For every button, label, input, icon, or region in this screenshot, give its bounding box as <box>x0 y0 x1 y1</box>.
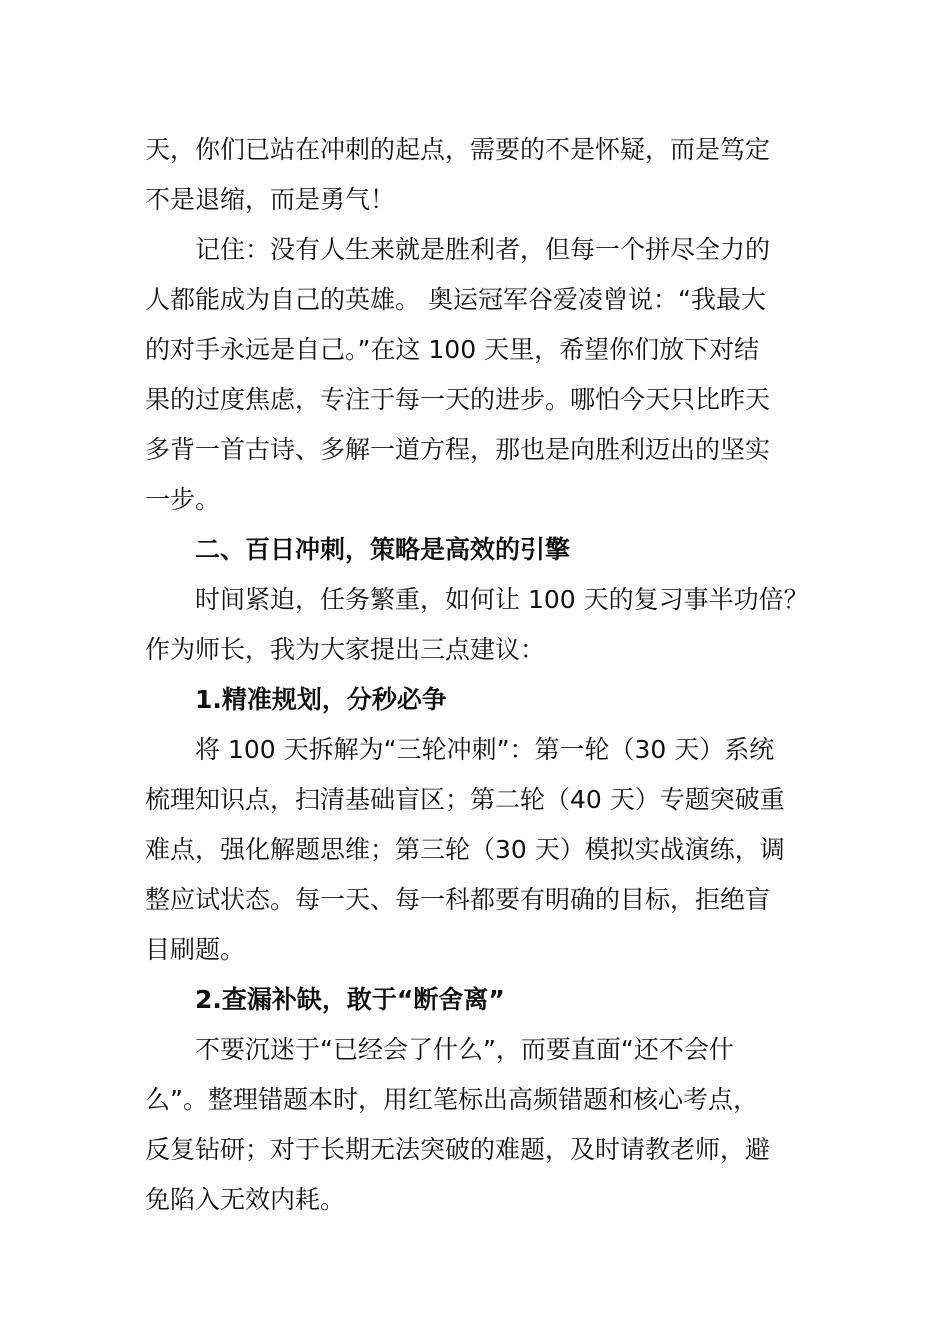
paragraph-line: 整应试状态。每一天、每一科都要有明确的目标，拒绝盲 <box>145 885 771 914</box>
paragraph-line: 不要沉迷于“已经会了什么”，而要直面“还不会什 <box>195 1035 734 1064</box>
paragraph-line: 人都能成为自己的英雄。 奥运冠军谷爱凌曾说：“我最大 <box>145 285 766 314</box>
paragraph-line: 记住：没有人生来就是胜利者，但每一个拼尽全力的 <box>195 235 771 264</box>
paragraph-line: 作为师长，我为大家提出三点建议： <box>145 635 546 664</box>
paragraph-line: 多背一首古诗、多解一道方程，那也是向胜利迈出的坚实 <box>145 435 771 464</box>
paragraph-line: 免陷入无效内耗。 <box>145 1185 346 1214</box>
paragraph-line: 的对手永远是自己。”在这 100 天里，希望你们放下对结 <box>145 335 760 364</box>
paragraph-line: 将 100 天拆解为“三轮冲刺”：第一轮（30 天）系统 <box>195 735 775 764</box>
paragraph-line: 果的过度焦虑，专注于每一天的进步。哪怕今天只比昨天 <box>145 385 771 414</box>
subsection-heading: 1.精准规划，分秒必争 <box>195 685 447 714</box>
paragraph-line: 么”。整理错题本时，用红笔标出高频错题和核心考点， <box>145 1085 758 1114</box>
paragraph-line: 天，你们已站在冲刺的起点，需要的不是怀疑，而是笃定 <box>145 135 771 164</box>
paragraph-line: 梳理知识点，扫清基础盲区；第二轮（40 天）专题突破重 <box>145 785 785 814</box>
subsection-heading: 2.查漏补缺，敢于“断舍离” <box>195 985 505 1014</box>
paragraph-line: 时间紧迫，任务繁重，如何让 100 天的复习事半功倍？ <box>195 585 809 614</box>
paragraph-line: 难点，强化解题思维；第三轮（30 天）模拟实战演练，调 <box>145 835 785 864</box>
paragraph-line: 不是退缩，而是勇气！ <box>145 185 396 214</box>
paragraph-line: 目刷题。 <box>145 935 246 964</box>
paragraph-line: 反复钻研；对于长期无法突破的难题，及时请教老师，避 <box>145 1135 771 1164</box>
section-heading: 二、百日冲刺，策略是高效的引擎 <box>195 535 571 564</box>
paragraph-line: 一步。 <box>145 485 221 514</box>
